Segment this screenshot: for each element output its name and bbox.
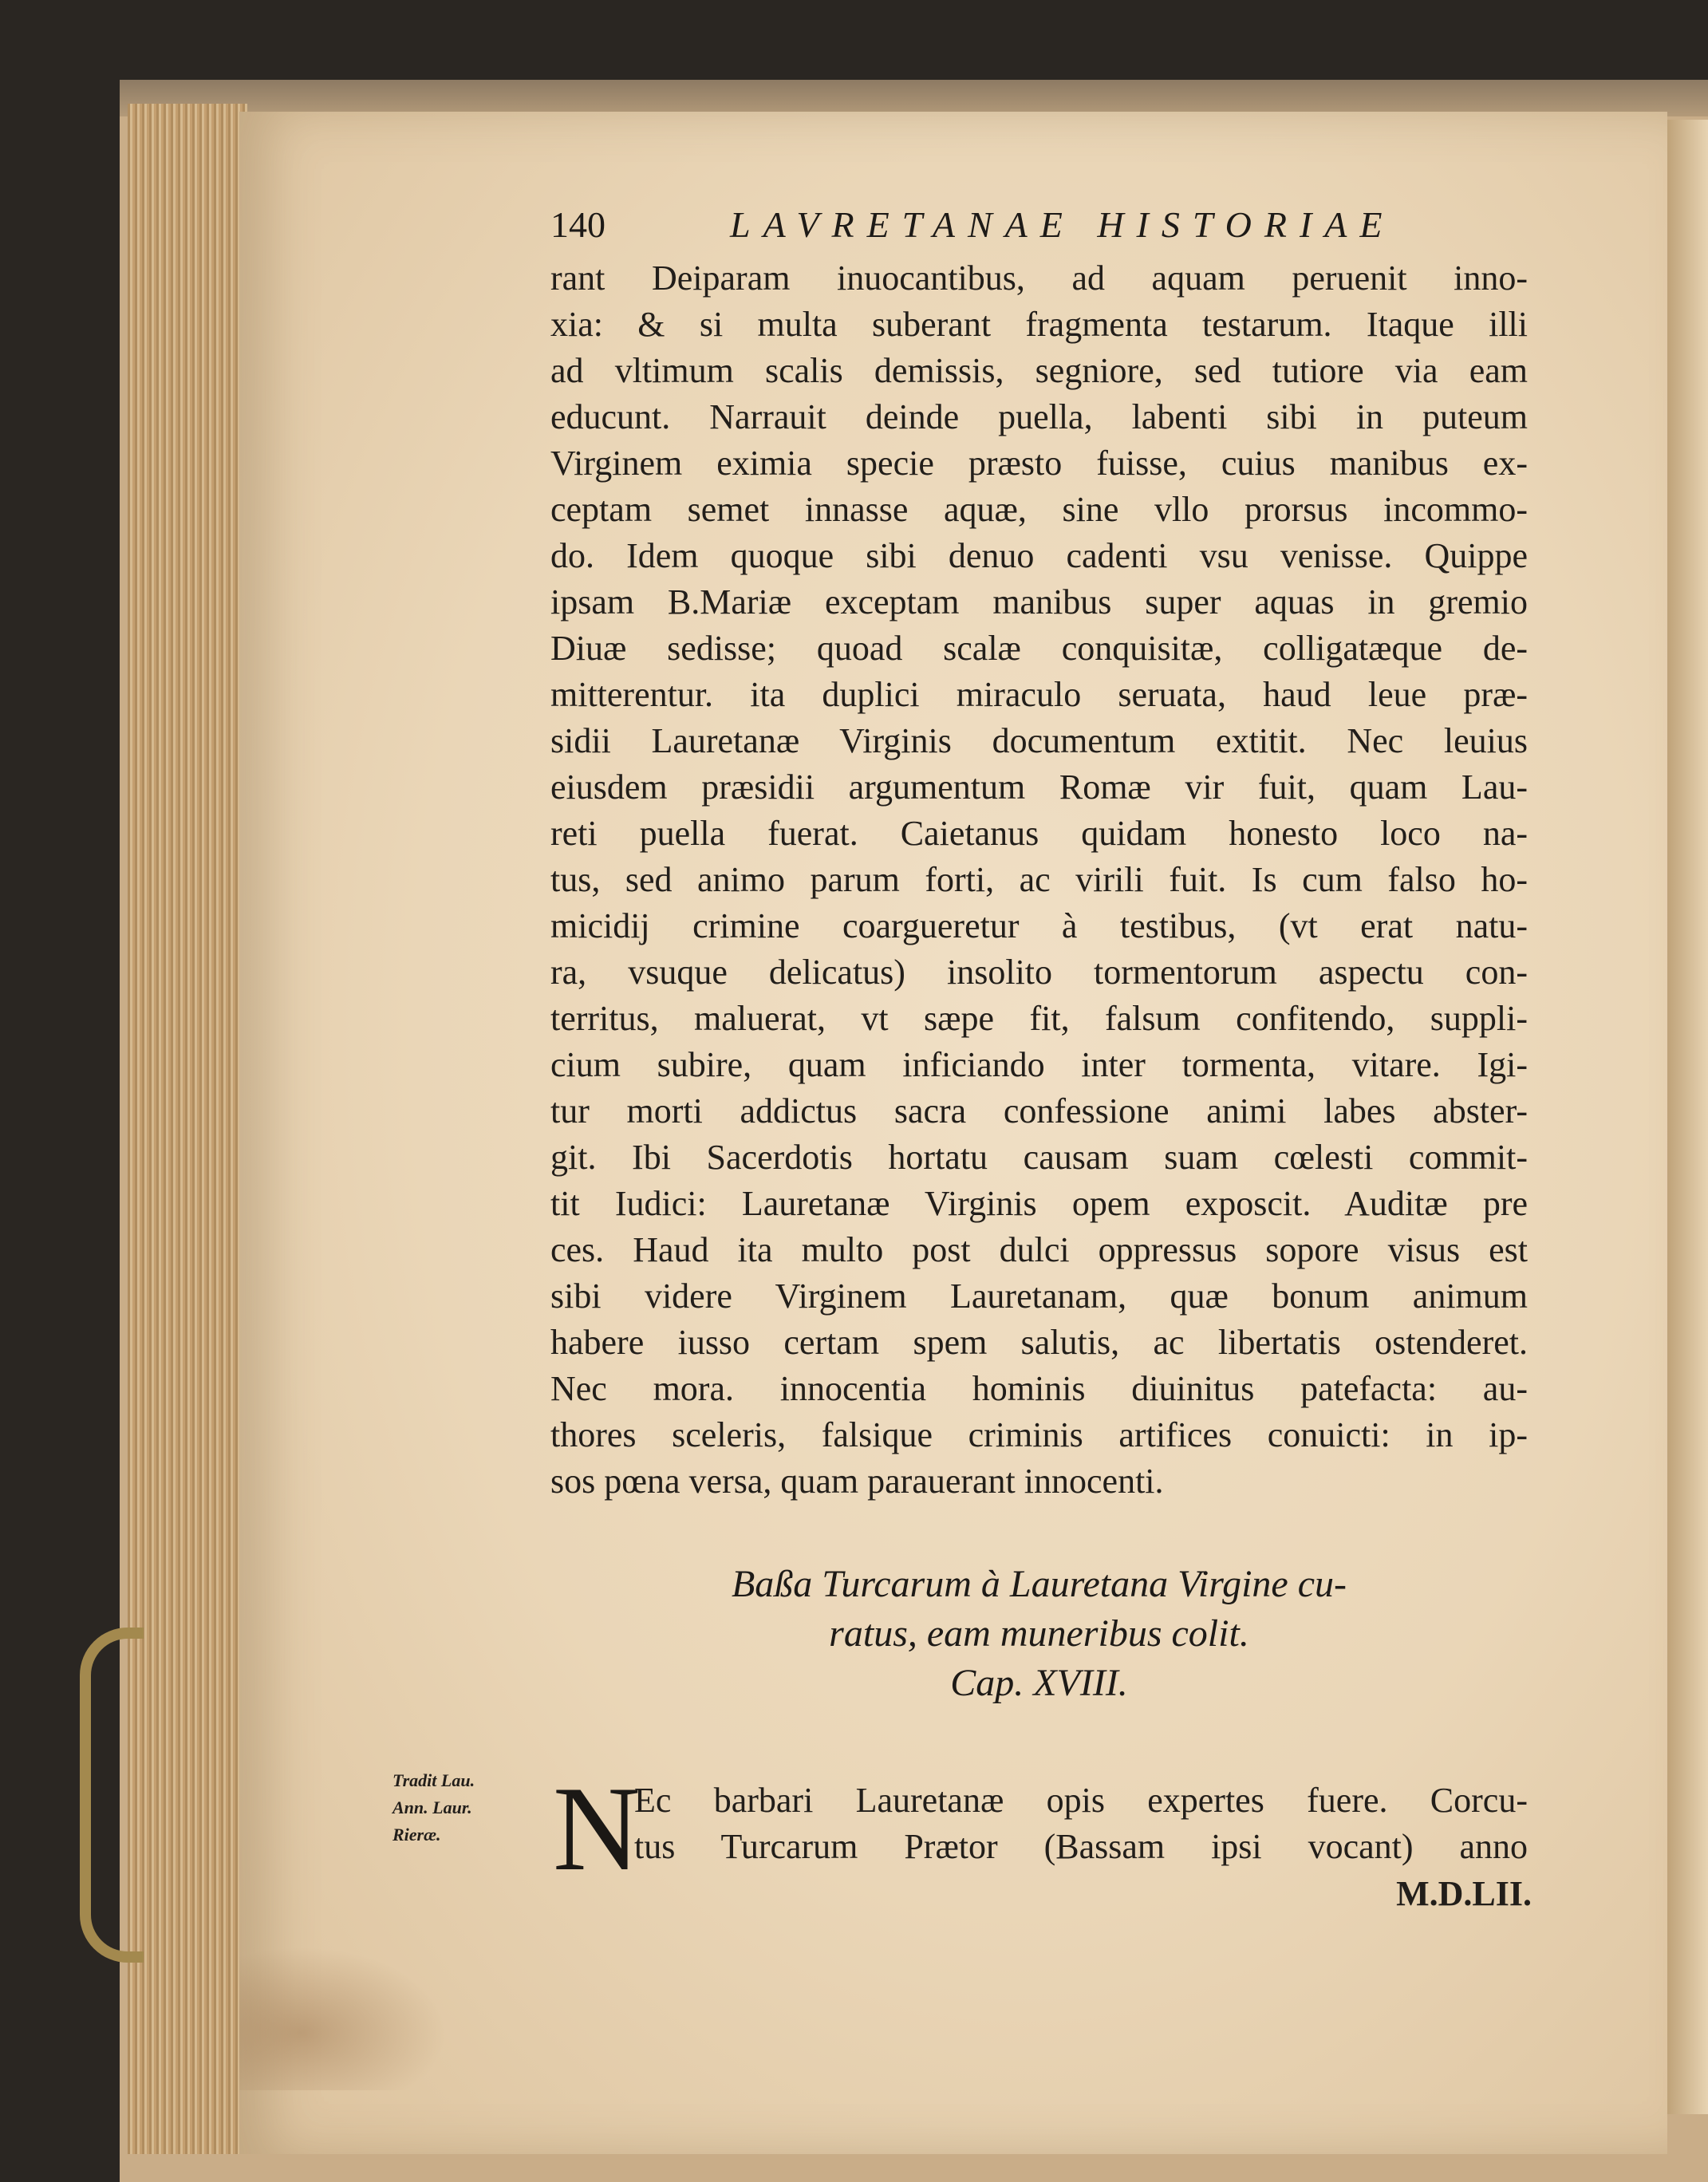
chapter-number: Cap. XVIII.: [950, 1662, 1128, 1704]
text-line: ad vltimum scalis demissis, segniore, sed tutiore via eam: [550, 351, 1528, 390]
text-line: micidij crimine coargueretur à testibus, (vt erat natu-: [550, 906, 1528, 945]
text-line: Nec mora. innocentia hominis diuinitus patefacta: au-: [550, 1369, 1528, 1408]
text-line: do. Idem quoque sibi denuo cadenti vsu venisse. Quippe: [550, 536, 1528, 575]
text-line: mitterentur. ita duplici miraculo seruata, haud leue præ-: [550, 675, 1528, 714]
text-line: sos pœna versa, quam parauerant innocenti.: [550, 1462, 1164, 1501]
page-number: 140: [550, 204, 605, 245]
margin-note-line: Rieræ.: [392, 1825, 441, 1845]
text-line: educunt. Narrauit deinde puella, labenti sibi in puteum: [550, 397, 1528, 436]
margin-note-line: Tradit Lau.: [392, 1770, 475, 1790]
text-line: rant Deiparam inuocantibus, ad aquam peruenit inno-: [550, 258, 1528, 298]
text-line: tur morti addictus sacra confessione animi labes abster-: [550, 1091, 1528, 1130]
chapter-heading: [550, 1560, 1528, 1708]
text-line: Diuæ sedisse; quoad scalæ conquisitæ, colligatæque de-: [550, 629, 1528, 668]
page-header: [550, 203, 1532, 251]
text-line: ipsam B.Mariæ exceptam manibus super aquas in gremio: [550, 582, 1528, 621]
drop-cap: N: [553, 1762, 641, 1896]
text-line: cium subire, quam inficiando inter tormenta, vitare. Igi-: [550, 1045, 1528, 1084]
running-head: LAVRETANAE HISTORIAE: [730, 204, 1395, 245]
text-line: tus Turcarum Prætor (Bassam ipsi vocant) anno: [634, 1827, 1528, 1866]
margin-note: [392, 1767, 520, 1849]
catchword: M.D.LII.: [1396, 1874, 1532, 1913]
chapter-title-line-2: ratus, eam muneribus colit.: [829, 1612, 1249, 1655]
chapter-title-line-1: Baßa Turcarum à Lauretana Virgine cu-: [731, 1563, 1347, 1605]
page-stack-edge: [128, 104, 247, 2154]
text-line: tus, sed animo parum forti, ac virili fuit. Is cum falso ho-: [550, 860, 1528, 899]
page-stain: [239, 1947, 447, 2090]
text-line: territus, maluerat, vt sæpe fit, falsum confitendo, suppli-: [550, 999, 1528, 1038]
text-line: tit Iudici: Lauretanæ Virginis opem exposcit. Auditæ pre: [550, 1184, 1528, 1223]
text-line: reti puella fuerat. Caietanus quidam honesto loco na-: [550, 814, 1528, 853]
text-line: habere iusso certam spem salutis, ac libertatis ostenderet.: [550, 1323, 1528, 1362]
body-text: [550, 255, 1528, 1505]
text-line: ra, vsuque delicatus) insolito tormentorum aspectu con-: [550, 953, 1528, 992]
text-line: xia: & si multa suberant fragmenta testarum. Itaque illi: [550, 305, 1528, 344]
text-line: git. Ibi Sacerdotis hortatu causam suam cœlesti commit-: [550, 1138, 1528, 1177]
text-line: eiusdem præsidii argumentum Romæ vir fuit, quam Lau-: [550, 767, 1528, 807]
text-line: ceptam semet innasse aquæ, sine vllo prorsus incommo-: [550, 490, 1528, 529]
text-line: Virginem eximia specie præsto fuisse, cuius manibus ex-: [550, 444, 1528, 483]
text-line: sidii Lauretanæ Virginis documentum extitit. Nec leuius: [550, 721, 1528, 760]
chapter-opening-text: [634, 1778, 1528, 1870]
text-line: sibi videre Virginem Lauretanam, quæ bonum animum: [550, 1276, 1528, 1316]
bookmark-ribbon: [80, 1628, 144, 1963]
text-line: thores sceleris, falsique criminis artifices conuicti: in ip-: [550, 1415, 1528, 1454]
text-line: ces. Haud ita multo post dulci oppressus sopore visus est: [550, 1230, 1528, 1269]
text-line: Ec barbari Lauretanæ opis expertes fuere. Corcu-: [634, 1781, 1528, 1820]
margin-note-line: Ann. Laur.: [392, 1797, 472, 1817]
